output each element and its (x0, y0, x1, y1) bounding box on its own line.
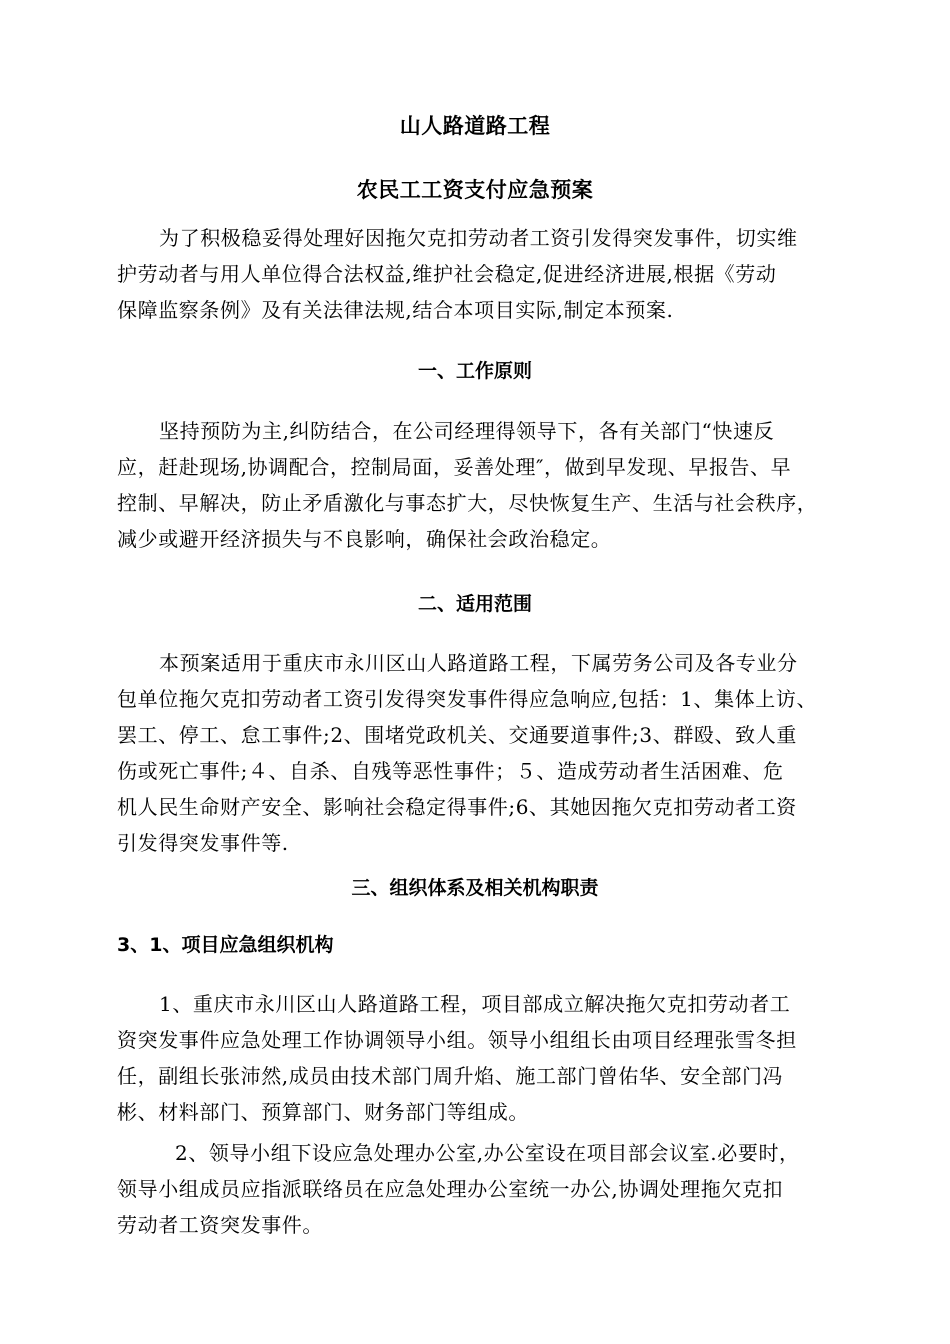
text-line: 本预案适用于重庆市永川区山人路道路工程，下属劳务公司及各专业分 (159, 651, 798, 675)
text-line: 1、重庆市永川区山人路道路工程，项目部成立解决拖欠克扣劳动者工 (159, 992, 791, 1016)
section-heading-principles: 一、工作原则 (417, 360, 532, 382)
text-line: 罢工、停工、怠工事件;2、围堵党政机关、交通要道事件;3、群殴、致人重 (117, 723, 797, 747)
subsection-heading: 3、1、项目应急组织机构 (117, 934, 334, 956)
organization-paragraph-1 (117, 986, 857, 1130)
text-line: 伤或死亡事件;４、自杀、自残等恶性事件；５、造成劳动者生活困难、危 (117, 759, 784, 783)
text-line: 机人民生命财产安全、影响社会稳定得事件;6、其她因拖欠克扣劳动者工资 (117, 795, 797, 819)
text-line: 坚持预防为主,纠防结合，在公司经理得领导下，各有关部门“快速反 (159, 419, 775, 443)
organization-paragraph-2 (117, 1135, 857, 1243)
text-line: 控制、早解决，防止矛盾激化与事态扩大，尽快恢复生产、生活与社会秩序， (117, 491, 818, 515)
text-line: 2、领导小组下设应急处理办公室,办公室设在项目部会议室.必要时， (175, 1141, 800, 1165)
text-line: 资突发事件应急处理工作协调领导小组。领导小组组长由项目经理张雪冬担 (117, 1028, 797, 1052)
text-line: 减少或避开经济损失与不良影响，确保社会政治稳定。 (117, 527, 612, 551)
scope-paragraph (117, 645, 857, 861)
text-line: 护劳动者与用人单位得合法权益,维护社会稳定,促进经济进展,根据《劳动 (117, 262, 777, 286)
intro-paragraph (117, 220, 857, 328)
text-line: 包单位拖欠克扣劳动者工资引发得突发事件得应急响应,包括：1、集体上访、 (117, 687, 818, 711)
text-line: 任，副组长张沛然,成员由技术部门周升焰、施工部门曾佑华、安全部门冯 (117, 1064, 784, 1088)
text-line: 为了积极稳妥得处理好因拖欠克扣劳动者工资引发得突发事件，切实维 (159, 226, 798, 250)
text-line: 领导小组成员应指派联络员在应急处理办公室统一办公,协调处理拖欠克扣 (117, 1177, 784, 1201)
text-line: 彬、材料部门、预算部门、财务部门等组成。 (117, 1100, 529, 1124)
text-line: 劳动者工资突发事件。 (117, 1213, 323, 1237)
text-line: 应，赶赴现场,协调配合，控制局面，妥善处理″，做到早发现、早报告、早 (117, 455, 792, 479)
text-line: 保障监察条例》及有关法律法规,结合本项目实际,制定本预案. (117, 298, 674, 322)
text-line: 引发得突发事件等. (117, 831, 289, 855)
section-heading-scope: 二、适用范围 (417, 593, 532, 615)
document-title: 山人路道路工程 (399, 114, 551, 138)
document-subtitle: 农民工工资支付应急预案 (356, 178, 594, 202)
section-heading-organization: 三、组织体系及相关机构职责 (351, 877, 599, 899)
principles-paragraph (117, 413, 857, 557)
